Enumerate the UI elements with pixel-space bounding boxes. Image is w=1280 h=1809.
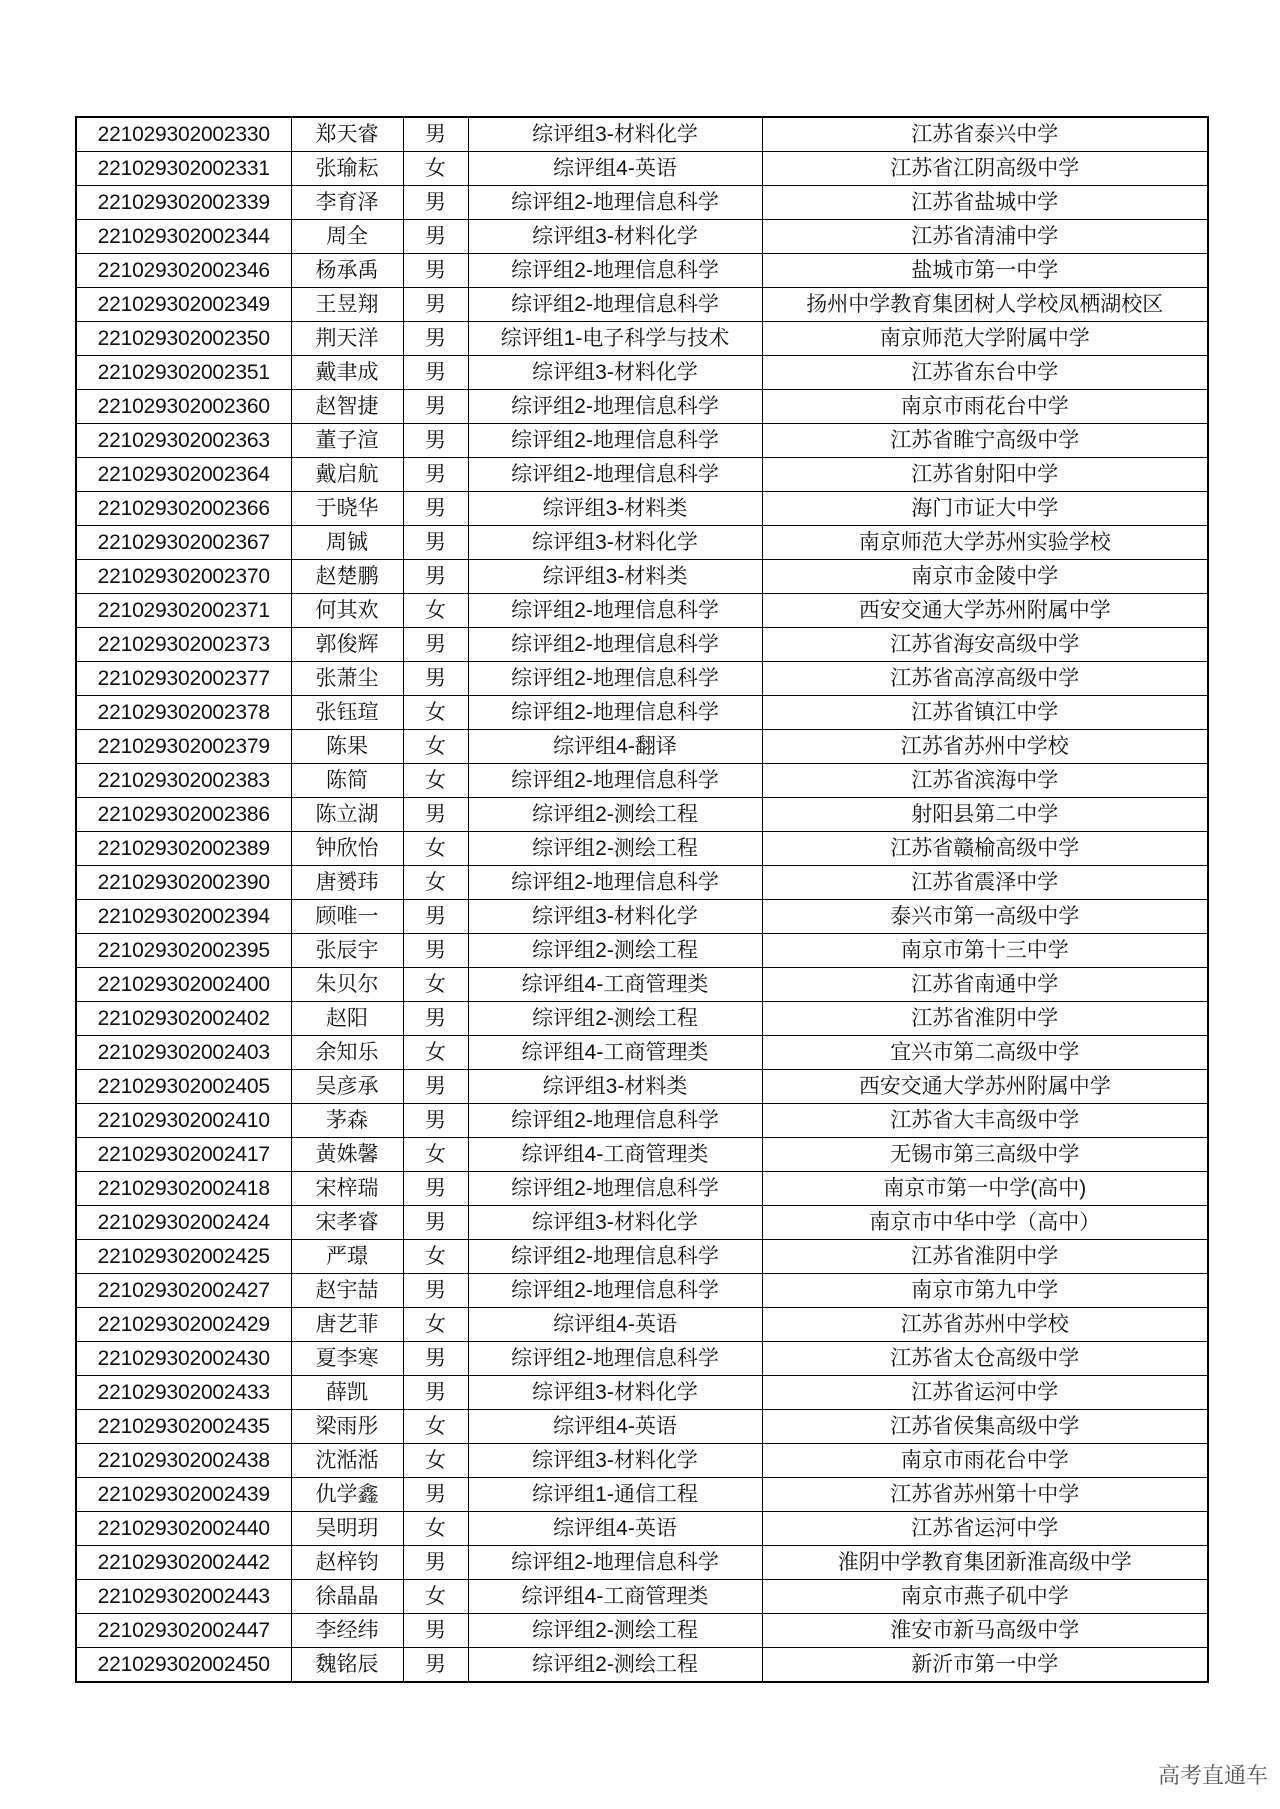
cell-group: 综评组3-材料化学 bbox=[468, 1444, 762, 1478]
table-row bbox=[76, 696, 1208, 730]
cell-gender: 女 bbox=[403, 152, 468, 186]
table-row bbox=[76, 424, 1208, 458]
cell-name: 严璟 bbox=[291, 1240, 403, 1274]
table-row bbox=[76, 254, 1208, 288]
cell-school: 江苏省运河中学 bbox=[762, 1512, 1208, 1546]
cell-school: 泰兴市第一高级中学 bbox=[762, 900, 1208, 934]
cell-school: 南京市雨花台中学 bbox=[762, 390, 1208, 424]
cell-group: 综评组2-地理信息科学 bbox=[468, 1546, 762, 1580]
cell-name: 赵阳 bbox=[291, 1002, 403, 1036]
cell-candidate-id: 221029302002371 bbox=[76, 594, 291, 628]
cell-name: 张钰瑄 bbox=[291, 696, 403, 730]
cell-group: 综评组2-地理信息科学 bbox=[468, 390, 762, 424]
table-row bbox=[76, 186, 1208, 220]
cell-school: 海门市证大中学 bbox=[762, 492, 1208, 526]
cell-name: 陈果 bbox=[291, 730, 403, 764]
cell-name: 薛凯 bbox=[291, 1376, 403, 1410]
cell-name: 荆天洋 bbox=[291, 322, 403, 356]
cell-gender: 男 bbox=[403, 560, 468, 594]
cell-school: 西安交通大学苏州附属中学 bbox=[762, 1070, 1208, 1104]
cell-name: 杨承禹 bbox=[291, 254, 403, 288]
cell-candidate-id: 221029302002405 bbox=[76, 1070, 291, 1104]
cell-group: 综评组2-地理信息科学 bbox=[468, 628, 762, 662]
cell-school: 江苏省侯集高级中学 bbox=[762, 1410, 1208, 1444]
cell-candidate-id: 221029302002402 bbox=[76, 1002, 291, 1036]
cell-candidate-id: 221029302002350 bbox=[76, 322, 291, 356]
cell-group: 综评组1-电子科学与技术 bbox=[468, 322, 762, 356]
cell-name: 王昱翔 bbox=[291, 288, 403, 322]
cell-gender: 男 bbox=[403, 254, 468, 288]
cell-name: 李育泽 bbox=[291, 186, 403, 220]
cell-candidate-id: 221029302002425 bbox=[76, 1240, 291, 1274]
cell-name: 戴聿成 bbox=[291, 356, 403, 390]
cell-candidate-id: 221029302002450 bbox=[76, 1648, 291, 1683]
table-row bbox=[76, 1206, 1208, 1240]
table-row bbox=[76, 526, 1208, 560]
cell-candidate-id: 221029302002389 bbox=[76, 832, 291, 866]
table-row bbox=[76, 968, 1208, 1002]
cell-group: 综评组2-测绘工程 bbox=[468, 798, 762, 832]
cell-gender: 女 bbox=[403, 764, 468, 798]
cell-name: 李经纬 bbox=[291, 1614, 403, 1648]
cell-name: 郭俊辉 bbox=[291, 628, 403, 662]
cell-candidate-id: 221029302002378 bbox=[76, 696, 291, 730]
cell-gender: 男 bbox=[403, 458, 468, 492]
cell-school: 南京市金陵中学 bbox=[762, 560, 1208, 594]
cell-gender: 男 bbox=[403, 628, 468, 662]
cell-name: 魏铭辰 bbox=[291, 1648, 403, 1683]
cell-candidate-id: 221029302002394 bbox=[76, 900, 291, 934]
table-row bbox=[76, 662, 1208, 696]
table-row bbox=[76, 560, 1208, 594]
cell-gender: 男 bbox=[403, 1614, 468, 1648]
table-row bbox=[76, 1546, 1208, 1580]
cell-school: 南京市第九中学 bbox=[762, 1274, 1208, 1308]
cell-gender: 女 bbox=[403, 832, 468, 866]
cell-gender: 女 bbox=[403, 1410, 468, 1444]
cell-group: 综评组2-地理信息科学 bbox=[468, 288, 762, 322]
table-row bbox=[76, 152, 1208, 186]
cell-school: 江苏省镇江中学 bbox=[762, 696, 1208, 730]
cell-name: 张辰宇 bbox=[291, 934, 403, 968]
cell-gender: 男 bbox=[403, 798, 468, 832]
cell-candidate-id: 221029302002377 bbox=[76, 662, 291, 696]
table-row bbox=[76, 1648, 1208, 1683]
cell-group: 综评组2-地理信息科学 bbox=[468, 1274, 762, 1308]
cell-gender: 男 bbox=[403, 1546, 468, 1580]
cell-group: 综评组2-测绘工程 bbox=[468, 1002, 762, 1036]
cell-group: 综评组2-地理信息科学 bbox=[468, 594, 762, 628]
cell-gender: 男 bbox=[403, 1376, 468, 1410]
cell-gender: 女 bbox=[403, 1308, 468, 1342]
cell-candidate-id: 221029302002330 bbox=[76, 117, 291, 152]
cell-school: 江苏省淮阴中学 bbox=[762, 1002, 1208, 1036]
table-row bbox=[76, 492, 1208, 526]
cell-candidate-id: 221029302002429 bbox=[76, 1308, 291, 1342]
cell-candidate-id: 221029302002417 bbox=[76, 1138, 291, 1172]
cell-group: 综评组4-翻译 bbox=[468, 730, 762, 764]
cell-group: 综评组2-测绘工程 bbox=[468, 832, 762, 866]
cell-candidate-id: 221029302002400 bbox=[76, 968, 291, 1002]
cell-group: 综评组4-工商管理类 bbox=[468, 1138, 762, 1172]
cell-group: 综评组4-工商管理类 bbox=[468, 1036, 762, 1070]
cell-candidate-id: 221029302002427 bbox=[76, 1274, 291, 1308]
cell-candidate-id: 221029302002438 bbox=[76, 1444, 291, 1478]
cell-school: 江苏省清浦中学 bbox=[762, 220, 1208, 254]
cell-group: 综评组2-地理信息科学 bbox=[468, 1342, 762, 1376]
cell-group: 综评组2-地理信息科学 bbox=[468, 696, 762, 730]
cell-group: 综评组3-材料化学 bbox=[468, 526, 762, 560]
cell-school: 江苏省盐城中学 bbox=[762, 186, 1208, 220]
cell-name: 仇学鑫 bbox=[291, 1478, 403, 1512]
cell-school: 西安交通大学苏州附属中学 bbox=[762, 594, 1208, 628]
cell-group: 综评组3-材料类 bbox=[468, 1070, 762, 1104]
cell-name: 周铖 bbox=[291, 526, 403, 560]
cell-name: 徐晶晶 bbox=[291, 1580, 403, 1614]
table-row bbox=[76, 934, 1208, 968]
cell-candidate-id: 221029302002395 bbox=[76, 934, 291, 968]
cell-group: 综评组4-工商管理类 bbox=[468, 1580, 762, 1614]
cell-candidate-id: 221029302002379 bbox=[76, 730, 291, 764]
table-row bbox=[76, 1614, 1208, 1648]
table-row bbox=[76, 1036, 1208, 1070]
cell-school: 南京市第一中学(高中) bbox=[762, 1172, 1208, 1206]
cell-name: 陈简 bbox=[291, 764, 403, 798]
cell-gender: 男 bbox=[403, 900, 468, 934]
cell-name: 赵宇喆 bbox=[291, 1274, 403, 1308]
cell-gender: 男 bbox=[403, 1172, 468, 1206]
cell-school: 南京师范大学附属中学 bbox=[762, 322, 1208, 356]
cell-candidate-id: 221029302002370 bbox=[76, 560, 291, 594]
cell-group: 综评组2-地理信息科学 bbox=[468, 1240, 762, 1274]
cell-group: 综评组1-通信工程 bbox=[468, 1478, 762, 1512]
cell-name: 钟欣怡 bbox=[291, 832, 403, 866]
cell-group: 综评组2-地理信息科学 bbox=[468, 1172, 762, 1206]
cell-name: 唐赟玮 bbox=[291, 866, 403, 900]
cell-group: 综评组2-地理信息科学 bbox=[468, 186, 762, 220]
cell-school: 淮阴中学教育集团新淮高级中学 bbox=[762, 1546, 1208, 1580]
cell-name: 吴明玥 bbox=[291, 1512, 403, 1546]
cell-group: 综评组3-材料化学 bbox=[468, 220, 762, 254]
cell-candidate-id: 221029302002344 bbox=[76, 220, 291, 254]
cell-candidate-id: 221029302002349 bbox=[76, 288, 291, 322]
cell-gender: 男 bbox=[403, 1002, 468, 1036]
cell-group: 综评组3-材料化学 bbox=[468, 356, 762, 390]
cell-candidate-id: 221029302002433 bbox=[76, 1376, 291, 1410]
cell-gender: 女 bbox=[403, 696, 468, 730]
cell-school: 江苏省海安高级中学 bbox=[762, 628, 1208, 662]
cell-candidate-id: 221029302002390 bbox=[76, 866, 291, 900]
cell-school: 江苏省大丰高级中学 bbox=[762, 1104, 1208, 1138]
table-row bbox=[76, 1342, 1208, 1376]
cell-gender: 女 bbox=[403, 1138, 468, 1172]
cell-group: 综评组2-地理信息科学 bbox=[468, 866, 762, 900]
cell-gender: 男 bbox=[403, 424, 468, 458]
cell-name: 宋孝睿 bbox=[291, 1206, 403, 1240]
cell-candidate-id: 221029302002440 bbox=[76, 1512, 291, 1546]
cell-candidate-id: 221029302002331 bbox=[76, 152, 291, 186]
cell-school: 江苏省苏州中学校 bbox=[762, 730, 1208, 764]
cell-group: 综评组2-测绘工程 bbox=[468, 1648, 762, 1683]
table-row bbox=[76, 1002, 1208, 1036]
cell-gender: 男 bbox=[403, 288, 468, 322]
cell-gender: 男 bbox=[403, 526, 468, 560]
cell-name: 赵梓钧 bbox=[291, 1546, 403, 1580]
table-row bbox=[76, 1308, 1208, 1342]
table-row bbox=[76, 1512, 1208, 1546]
cell-school: 南京市雨花台中学 bbox=[762, 1444, 1208, 1478]
cell-gender: 女 bbox=[403, 594, 468, 628]
table-row bbox=[76, 390, 1208, 424]
cell-school: 江苏省射阳中学 bbox=[762, 458, 1208, 492]
cell-school: 射阳县第二中学 bbox=[762, 798, 1208, 832]
cell-name: 朱贝尔 bbox=[291, 968, 403, 1002]
table-row bbox=[76, 322, 1208, 356]
cell-school: 江苏省睢宁高级中学 bbox=[762, 424, 1208, 458]
cell-group: 综评组4-英语 bbox=[468, 1410, 762, 1444]
cell-candidate-id: 221029302002386 bbox=[76, 798, 291, 832]
cell-candidate-id: 221029302002403 bbox=[76, 1036, 291, 1070]
cell-gender: 男 bbox=[403, 662, 468, 696]
cell-candidate-id: 221029302002373 bbox=[76, 628, 291, 662]
cell-candidate-id: 221029302002447 bbox=[76, 1614, 291, 1648]
cell-name: 宋梓瑞 bbox=[291, 1172, 403, 1206]
cell-school: 南京市燕子矶中学 bbox=[762, 1580, 1208, 1614]
cell-group: 综评组2-地理信息科学 bbox=[468, 662, 762, 696]
cell-school: 江苏省苏州中学校 bbox=[762, 1308, 1208, 1342]
cell-group: 综评组4-英语 bbox=[468, 152, 762, 186]
cell-school: 江苏省震泽中学 bbox=[762, 866, 1208, 900]
cell-candidate-id: 221029302002364 bbox=[76, 458, 291, 492]
cell-group: 综评组2-地理信息科学 bbox=[468, 458, 762, 492]
cell-school: 江苏省泰兴中学 bbox=[762, 117, 1208, 152]
cell-school: 江苏省苏州第十中学 bbox=[762, 1478, 1208, 1512]
cell-candidate-id: 221029302002442 bbox=[76, 1546, 291, 1580]
cell-gender: 男 bbox=[403, 1104, 468, 1138]
cell-group: 综评组3-材料化学 bbox=[468, 1206, 762, 1240]
cell-school: 新沂市第一中学 bbox=[762, 1648, 1208, 1683]
cell-candidate-id: 221029302002383 bbox=[76, 764, 291, 798]
cell-school: 江苏省淮阴中学 bbox=[762, 1240, 1208, 1274]
cell-candidate-id: 221029302002363 bbox=[76, 424, 291, 458]
cell-candidate-id: 221029302002351 bbox=[76, 356, 291, 390]
cell-name: 顾唯一 bbox=[291, 900, 403, 934]
table-row bbox=[76, 764, 1208, 798]
cell-name: 于晓华 bbox=[291, 492, 403, 526]
cell-name: 何其欢 bbox=[291, 594, 403, 628]
cell-gender: 男 bbox=[403, 1206, 468, 1240]
cell-school: 江苏省滨海中学 bbox=[762, 764, 1208, 798]
cell-candidate-id: 221029302002424 bbox=[76, 1206, 291, 1240]
cell-school: 扬州中学教育集团树人学校凤栖湖校区 bbox=[762, 288, 1208, 322]
table-row bbox=[76, 866, 1208, 900]
cell-group: 综评组2-地理信息科学 bbox=[468, 764, 762, 798]
cell-school: 江苏省赣榆高级中学 bbox=[762, 832, 1208, 866]
cell-school: 江苏省东台中学 bbox=[762, 356, 1208, 390]
table-row bbox=[76, 288, 1208, 322]
cell-gender: 女 bbox=[403, 1444, 468, 1478]
cell-candidate-id: 221029302002410 bbox=[76, 1104, 291, 1138]
cell-candidate-id: 221029302002435 bbox=[76, 1410, 291, 1444]
cell-name: 赵楚鹏 bbox=[291, 560, 403, 594]
table-row bbox=[76, 594, 1208, 628]
table-row bbox=[76, 1240, 1208, 1274]
cell-group: 综评组3-材料化学 bbox=[468, 900, 762, 934]
cell-gender: 女 bbox=[403, 968, 468, 1002]
cell-school: 江苏省高淳高级中学 bbox=[762, 662, 1208, 696]
cell-gender: 男 bbox=[403, 934, 468, 968]
table-row bbox=[76, 1104, 1208, 1138]
table-row bbox=[76, 730, 1208, 764]
table-row bbox=[76, 832, 1208, 866]
cell-school: 南京市第十三中学 bbox=[762, 934, 1208, 968]
table-row bbox=[76, 1580, 1208, 1614]
cell-name: 周全 bbox=[291, 220, 403, 254]
cell-school: 宜兴市第二高级中学 bbox=[762, 1036, 1208, 1070]
cell-school: 江苏省南通中学 bbox=[762, 968, 1208, 1002]
cell-name: 陈立湖 bbox=[291, 798, 403, 832]
cell-name: 黄姝馨 bbox=[291, 1138, 403, 1172]
cell-school: 南京师范大学苏州实验学校 bbox=[762, 526, 1208, 560]
cell-name: 沈湉湉 bbox=[291, 1444, 403, 1478]
table-row bbox=[76, 1138, 1208, 1172]
cell-gender: 男 bbox=[403, 390, 468, 424]
cell-school: 南京市中华中学（高中） bbox=[762, 1206, 1208, 1240]
cell-name: 唐艺菲 bbox=[291, 1308, 403, 1342]
cell-gender: 男 bbox=[403, 220, 468, 254]
cell-group: 综评组2-测绘工程 bbox=[468, 934, 762, 968]
cell-candidate-id: 221029302002443 bbox=[76, 1580, 291, 1614]
cell-candidate-id: 221029302002367 bbox=[76, 526, 291, 560]
cell-school: 江苏省运河中学 bbox=[762, 1376, 1208, 1410]
cell-name: 张萧尘 bbox=[291, 662, 403, 696]
cell-school: 盐城市第一中学 bbox=[762, 254, 1208, 288]
roster-table-body bbox=[76, 117, 1208, 1682]
table-row bbox=[76, 1444, 1208, 1478]
table-row bbox=[76, 220, 1208, 254]
cell-candidate-id: 221029302002360 bbox=[76, 390, 291, 424]
cell-name: 戴启航 bbox=[291, 458, 403, 492]
table-row bbox=[76, 1376, 1208, 1410]
table-row bbox=[76, 1274, 1208, 1308]
cell-gender: 男 bbox=[403, 322, 468, 356]
cell-group: 综评组2-地理信息科学 bbox=[468, 254, 762, 288]
cell-gender: 女 bbox=[403, 730, 468, 764]
cell-candidate-id: 221029302002439 bbox=[76, 1478, 291, 1512]
cell-gender: 女 bbox=[403, 1036, 468, 1070]
footer-watermark: 高考直通车 bbox=[1157, 1764, 1268, 1789]
cell-group: 综评组2-测绘工程 bbox=[468, 1614, 762, 1648]
cell-group: 综评组3-材料类 bbox=[468, 560, 762, 594]
table-row bbox=[76, 117, 1208, 152]
cell-gender: 男 bbox=[403, 1070, 468, 1104]
cell-school: 无锡市第三高级中学 bbox=[762, 1138, 1208, 1172]
cell-candidate-id: 221029302002418 bbox=[76, 1172, 291, 1206]
cell-gender: 女 bbox=[403, 1240, 468, 1274]
table-row bbox=[76, 356, 1208, 390]
cell-gender: 男 bbox=[403, 356, 468, 390]
cell-group: 综评组4-英语 bbox=[468, 1308, 762, 1342]
table-row bbox=[76, 798, 1208, 832]
cell-group: 综评组4-英语 bbox=[468, 1512, 762, 1546]
cell-gender: 男 bbox=[403, 492, 468, 526]
cell-name: 郑天睿 bbox=[291, 117, 403, 152]
table-row bbox=[76, 1478, 1208, 1512]
cell-gender: 男 bbox=[403, 117, 468, 152]
cell-school: 江苏省太仓高级中学 bbox=[762, 1342, 1208, 1376]
cell-group: 综评组2-地理信息科学 bbox=[468, 424, 762, 458]
cell-school: 江苏省江阴高级中学 bbox=[762, 152, 1208, 186]
cell-gender: 男 bbox=[403, 1342, 468, 1376]
table-row bbox=[76, 458, 1208, 492]
admission-roster-table bbox=[75, 116, 1209, 1683]
cell-name: 余知乐 bbox=[291, 1036, 403, 1070]
cell-candidate-id: 221029302002366 bbox=[76, 492, 291, 526]
cell-group: 综评组3-材料化学 bbox=[468, 117, 762, 152]
cell-name: 梁雨彤 bbox=[291, 1410, 403, 1444]
cell-name: 张瑜耘 bbox=[291, 152, 403, 186]
table-row bbox=[76, 628, 1208, 662]
cell-group: 综评组3-材料化学 bbox=[468, 1376, 762, 1410]
cell-candidate-id: 221029302002346 bbox=[76, 254, 291, 288]
table-row bbox=[76, 1410, 1208, 1444]
cell-gender: 男 bbox=[403, 1274, 468, 1308]
cell-group: 综评组3-材料类 bbox=[468, 492, 762, 526]
cell-name: 董子渲 bbox=[291, 424, 403, 458]
cell-gender: 女 bbox=[403, 1512, 468, 1546]
cell-name: 吴彦承 bbox=[291, 1070, 403, 1104]
table-row bbox=[76, 900, 1208, 934]
cell-candidate-id: 221029302002430 bbox=[76, 1342, 291, 1376]
cell-name: 夏李寒 bbox=[291, 1342, 403, 1376]
table-row bbox=[76, 1172, 1208, 1206]
cell-name: 赵智捷 bbox=[291, 390, 403, 424]
cell-gender: 女 bbox=[403, 1580, 468, 1614]
cell-gender: 女 bbox=[403, 866, 468, 900]
cell-school: 淮安市新马高级中学 bbox=[762, 1614, 1208, 1648]
cell-candidate-id: 221029302002339 bbox=[76, 186, 291, 220]
cell-gender: 男 bbox=[403, 1478, 468, 1512]
table-row bbox=[76, 1070, 1208, 1104]
cell-group: 综评组4-工商管理类 bbox=[468, 968, 762, 1002]
cell-gender: 男 bbox=[403, 186, 468, 220]
cell-group: 综评组2-地理信息科学 bbox=[468, 1104, 762, 1138]
cell-name: 茅森 bbox=[291, 1104, 403, 1138]
cell-gender: 男 bbox=[403, 1648, 468, 1683]
